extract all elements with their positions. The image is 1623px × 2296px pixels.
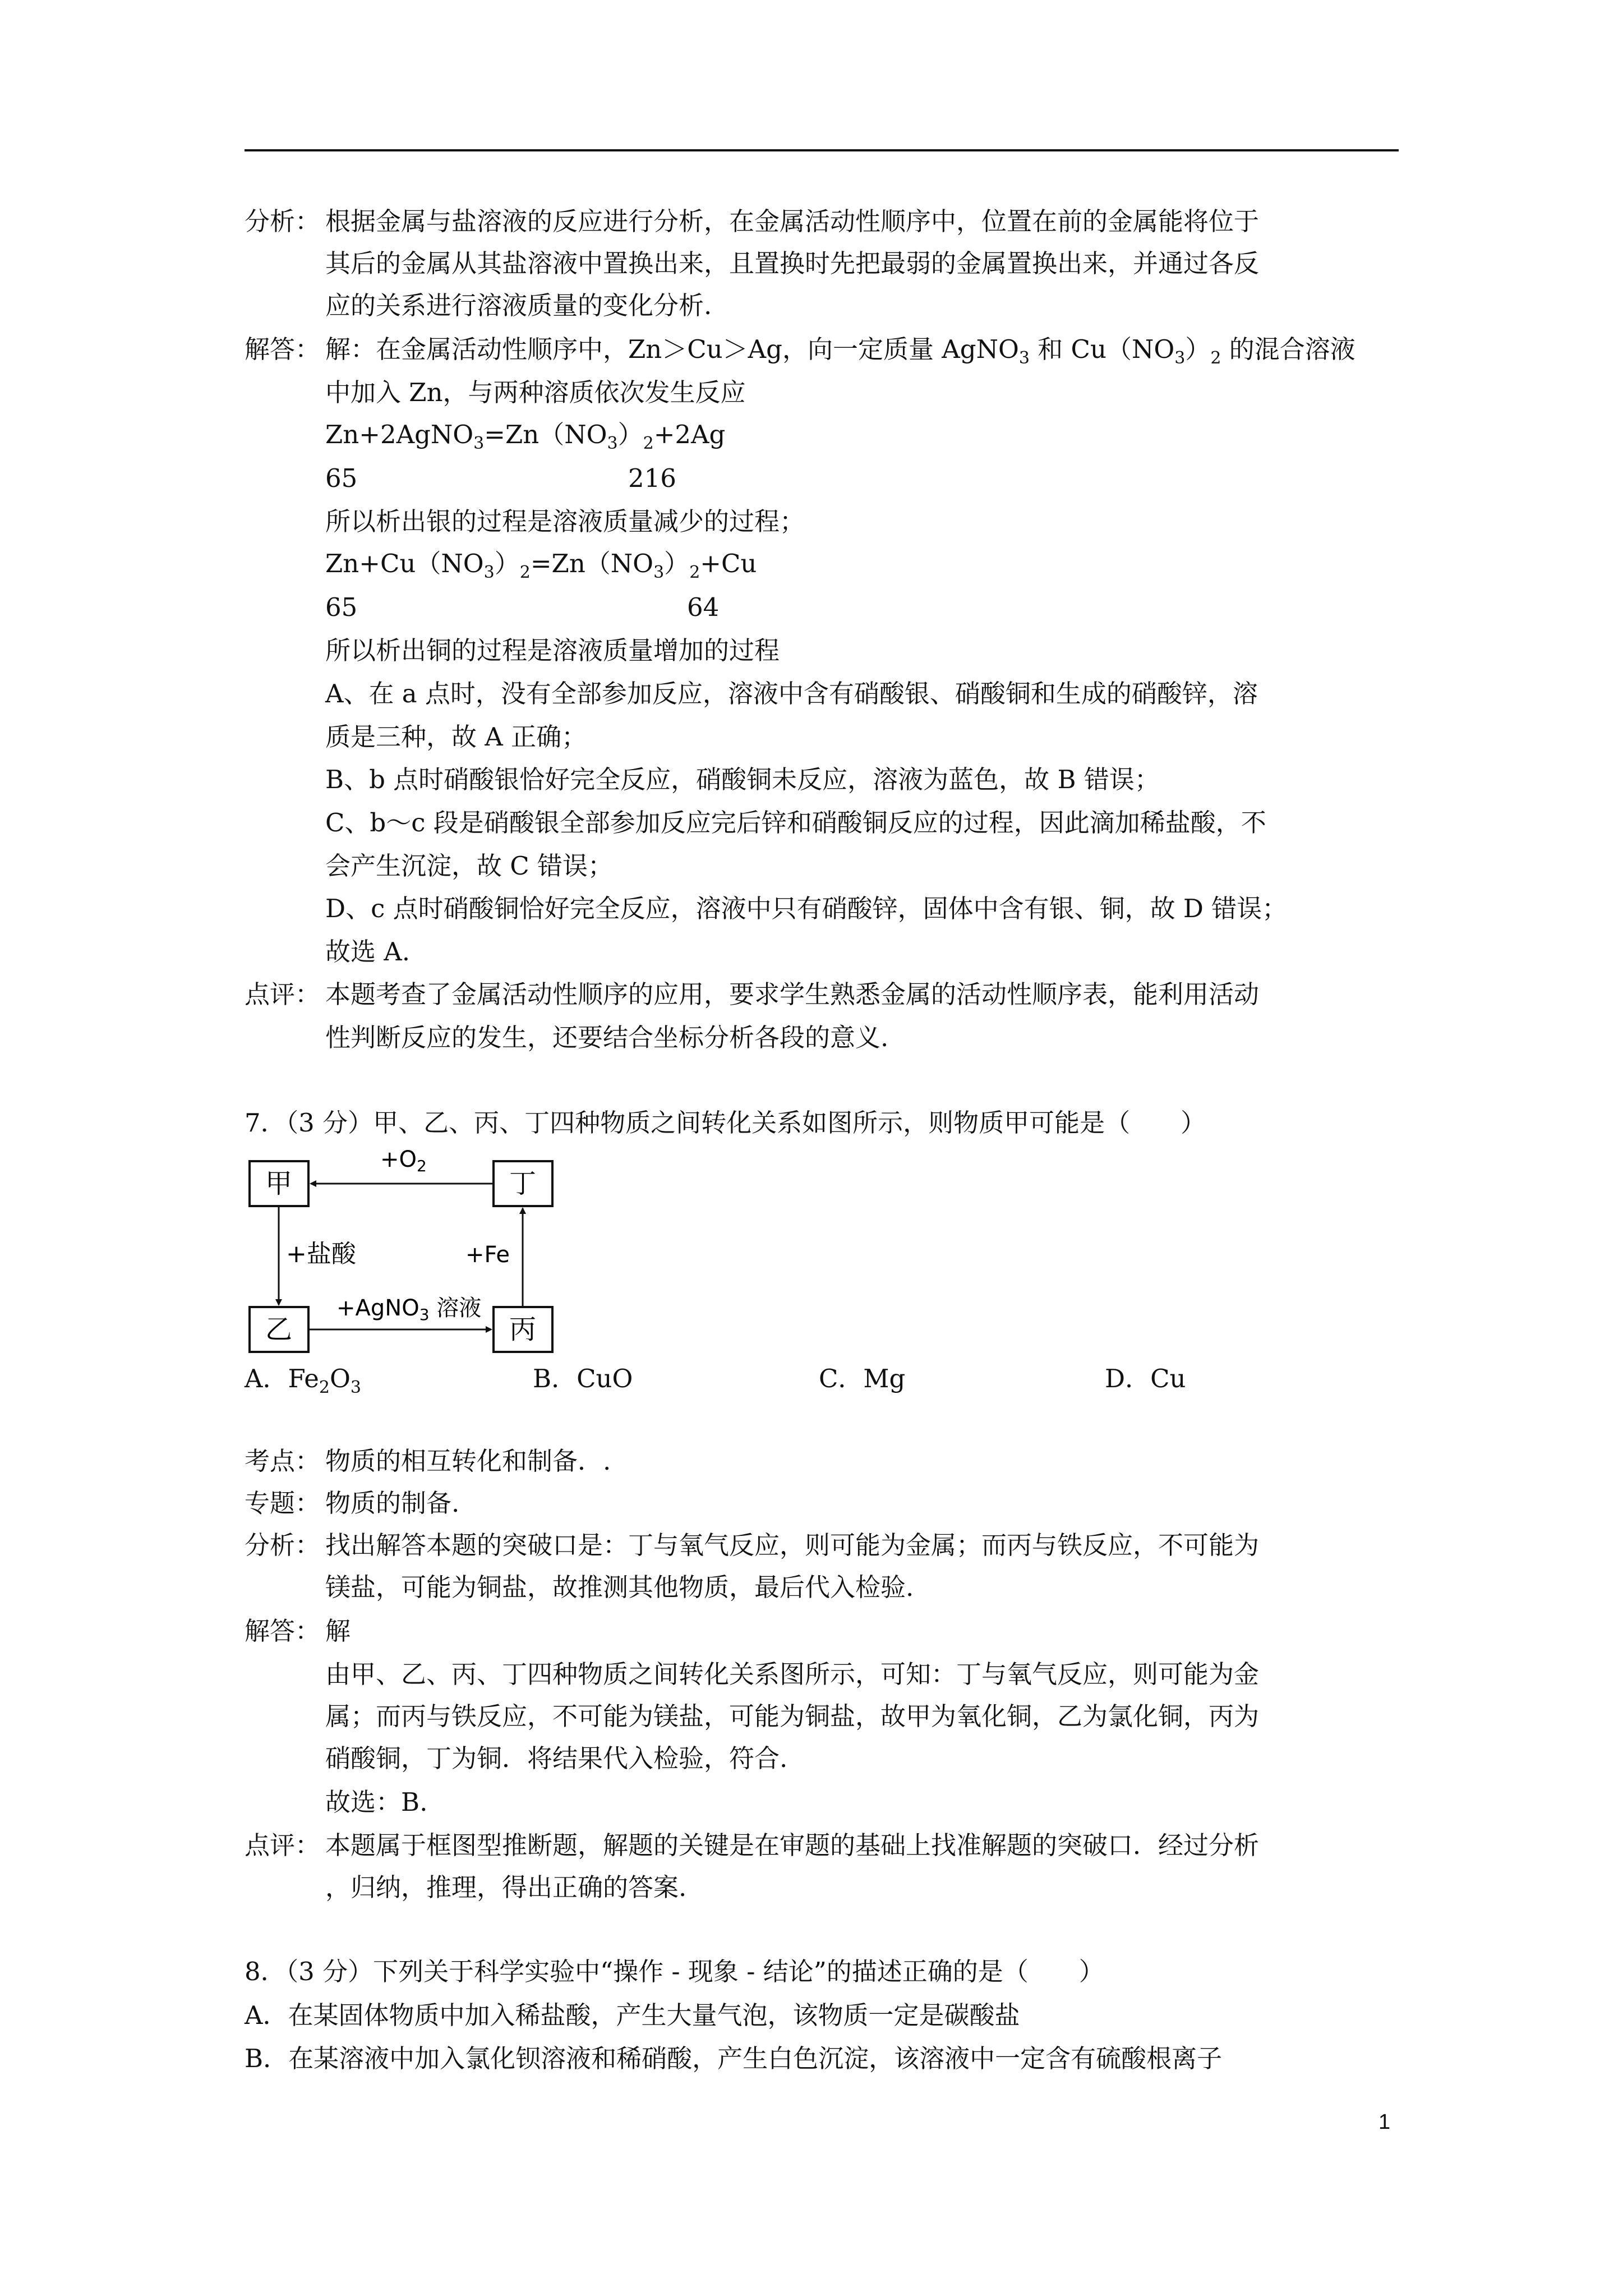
jieda-line: 由甲、乙、丙、丁四种物质之间转化关系图所示，可知：丁与氧气反应，则可能为金 <box>325 1659 1260 1689</box>
svg-text:丙: 丙 <box>509 1314 537 1345</box>
zhuanti-text: 物质的制备. <box>325 1488 460 1518</box>
box-bing <box>494 1307 552 1352</box>
solution-line: 中加入 Zn，与两种溶质依次发生反应 <box>325 378 746 407</box>
fenxi-line: 找出解答本题的突破口是：丁与氧气反应，则可能为金属；而丙与铁反应，不可能为 <box>325 1530 1260 1560</box>
dianping-line: 本题属于框图型推断题，解题的关键是在审题的基础上找准解题的突破口．经过分析 <box>325 1830 1260 1860</box>
jieda-line: 故选：B. <box>325 1787 428 1817</box>
solution-line: C、b～c 段是硝酸银全部参加反应完后锌和硝酸铜反应的过程，因此滴加稀盐酸，不 <box>325 808 1266 838</box>
zhuanti-label: 专题： <box>245 1488 321 1518</box>
fenxi-label: 分析： <box>245 1530 321 1560</box>
analysis-line: 应的关系进行溶液质量的变化分析. <box>325 291 712 320</box>
equation-1: $Zn+2AgNO_3=Zn(NO_3)_2+2Ag$ <box>325 420 726 453</box>
box-jia <box>250 1161 308 1206</box>
svg-text:甲: 甲 <box>265 1168 293 1199</box>
solution-line: B、b 点时硝酸银恰好完全反应，硝酸铜未反应，溶液为蓝色，故 B 错误； <box>325 765 1160 794</box>
option-c[interactable]: C．Mg <box>819 1364 906 1393</box>
equation-2-mass-cu: 64 <box>687 592 720 622</box>
box-yi <box>250 1307 308 1352</box>
option-b[interactable]: B．CuO <box>533 1364 633 1393</box>
solution-line: A、在 a 点时，没有全部参加反应，溶液中含有硝酸银、硝酸铜和生成的硝酸锌，溶 <box>325 679 1258 708</box>
box-ding <box>494 1161 552 1206</box>
analysis-label: 分析： <box>245 206 321 236</box>
solution-line: 所以析出银的过程是溶液质量减少的过程； <box>325 507 805 536</box>
solution-line: 故选 A. <box>325 937 411 967</box>
equation-1-mass-ag: 216 <box>628 463 676 493</box>
label-fe: +Fe <box>465 1242 510 1268</box>
analysis-line: 根据金属与盐溶液的反应进行分析，在金属活动性顺序中，位置在前的金属能将位于 <box>325 206 1260 236</box>
comment-label: 点评： <box>245 979 321 1009</box>
fenxi-line: 镁盐，可能为铜盐，故推测其他物质，最后代入检验. <box>325 1572 914 1602</box>
page-number: 1 <box>1378 2110 1391 2134</box>
solution-line: 所以析出铜的过程是溶液质量增加的过程 <box>325 636 780 665</box>
solution-line: 会产生沉淀，故 C 错误； <box>325 851 614 881</box>
question-7-stem: 7．（3 分）甲、乙、丙、丁四种物质之间转化关系如图所示，则物质甲可能是（ ） <box>245 1108 1206 1138</box>
header-rule <box>245 149 1399 151</box>
dianping-line: ，归纳，推理，得出正确的答案. <box>325 1872 687 1902</box>
analysis-line: 其后的金属从其盐溶液中置换出来，且置换时先把最弱的金属置换出来，并通过各反 <box>325 249 1260 278</box>
solution-line: 解：在金属活动性顺序中，Zn＞Cu＞Ag，向一定质量 AgNO$_3$ 和 $Cu(NO_3)_2$ 的混合溶液 <box>325 334 1355 368</box>
kaodian-label: 考点： <box>245 1446 321 1476</box>
equation-2: $Zn+Cu(NO_3)_2=Zn(NO_3)_2+Cu$ <box>325 549 757 582</box>
comment-line: 本题考查了金属活动性顺序的应用，要求学生熟悉金属的活动性顺序表，能利用活动 <box>325 979 1260 1009</box>
solution-line: D、c 点时硝酸铜恰好完全反应，溶液中只有硝酸锌，固体中含有银、铜，故 D 错误； <box>325 894 1288 923</box>
jieda-line: 解 <box>325 1616 351 1646</box>
question-8-option-a[interactable]: A．在某固体物质中加入稀盐酸，产生大量气泡，该物质一定是碳酸盐 <box>245 2000 1020 2030</box>
jieda-line: 硝酸铜，丁为铜．将结果代入检验，符合. <box>325 1743 788 1773</box>
label-hcl: +盐酸 <box>286 1240 356 1268</box>
svg-text:丁: 丁 <box>509 1168 537 1199</box>
jieda-line: 属；而丙与铁反应，不可能为镁盐，可能为铜盐，故甲为氧化铜，乙为氯化铜，丙为 <box>325 1701 1260 1731</box>
option-d[interactable]: D．Cu <box>1105 1364 1186 1393</box>
conversion-diagram <box>241 1136 578 1360</box>
kaodian-text: 物质的相互转化和制备．. <box>325 1446 611 1476</box>
question-8-option-b[interactable]: B．在某溶液中加入氯化钡溶液和稀硝酸，产生白色沉淀，该溶液中一定含有硫酸根离子 <box>245 2044 1223 2073</box>
dianping-label: 点评： <box>245 1830 321 1860</box>
comment-line: 性判断反应的发生，还要结合坐标分析各段的意义. <box>325 1023 889 1052</box>
equation-1-mass-zn: 65 <box>325 463 358 493</box>
label-agno3: +AgNO$_3$ 溶液 <box>336 1295 482 1324</box>
option-a[interactable]: A．$Fe_2O_3$ <box>245 1364 361 1397</box>
solution-label: 解答： <box>245 334 321 364</box>
label-o2: $+O_2$ <box>380 1147 427 1175</box>
svg-text:乙: 乙 <box>265 1314 293 1345</box>
question-8-stem: 8．（3 分）下列关于科学实验中“操作 - 现象 - 结论”的描述正确的是（ ） <box>245 1957 1104 1986</box>
solution-line: 质是三种，故 A 正确； <box>325 722 587 752</box>
jieda-label: 解答： <box>245 1616 321 1646</box>
equation-2-mass-zn: 65 <box>325 592 358 622</box>
